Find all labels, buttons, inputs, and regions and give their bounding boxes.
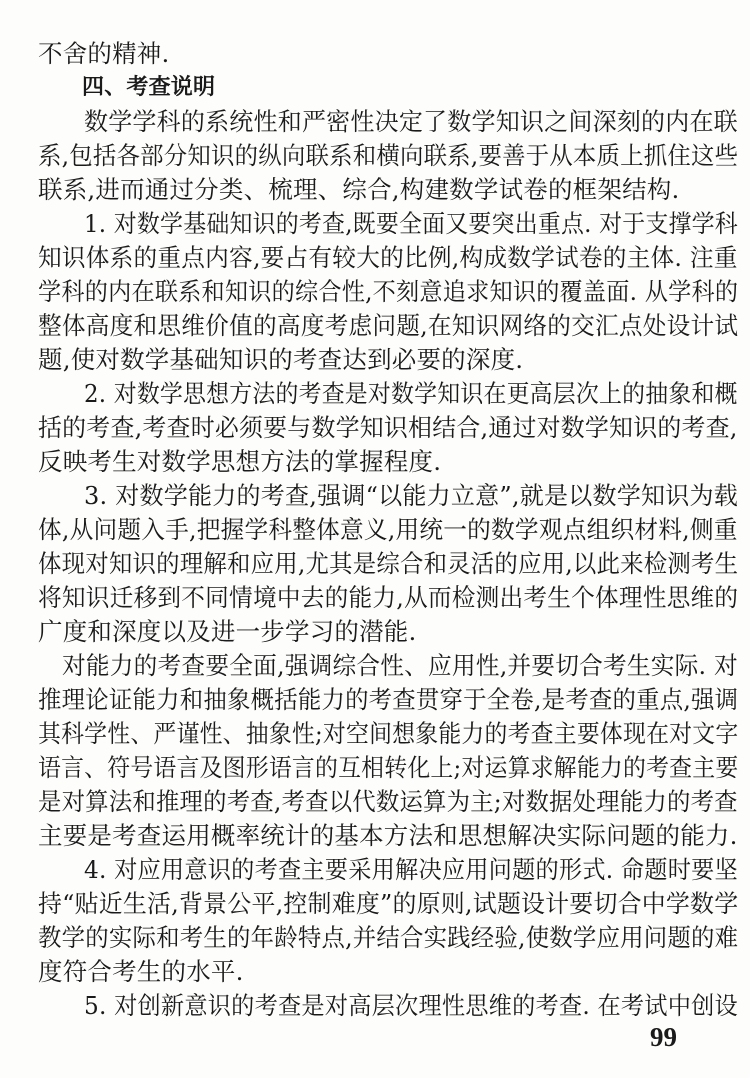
page-number: 99 — [650, 1022, 677, 1052]
text-line: 广度和深度以及进一步学习的潜能. — [38, 617, 417, 646]
text-line: 体现对知识的理解和应用,尤其是综合和灵活的应用,以此来检测考生 — [38, 549, 739, 578]
text-line: 反映考生对数学思想方法的掌握程度. — [38, 447, 442, 476]
text-line: 推理论证能力和抽象概括能力的考查贯穿于全卷,是考查的重点,强调 — [38, 685, 739, 714]
text-line: 对能力的考查要全面,强调综合性、应用性,并要切合考生实际. 对 — [62, 651, 738, 680]
text-line: 度符合考生的水平. — [38, 957, 244, 986]
text-line: 其科学性、严谨性、抽象性;对空间想象能力的考查主要体现在对文字 — [38, 719, 739, 748]
text-line: 持“贴近生活,背景公平,控制难度”的原则,试题设计要切合中学数学 — [38, 889, 739, 918]
text-line-continuation: 不舍的精神. — [38, 39, 170, 68]
text-line: 体,从问题入手,把握学科整体意义,用统一的数学观点组织材料,侧重 — [38, 515, 738, 544]
text-line: 3. 对数学能力的考查,强调“以能力立意”,就是以数学知识为载 — [84, 481, 739, 510]
text-line: 将知识迁移到不同情境中去的能力,从而检测出考生个体理性思维的 — [38, 583, 739, 612]
text-line: 系,包括各部分知识的纵向联系和横向联系,要善于从本质上抓住这些 — [38, 141, 739, 170]
text-line: 2. 对数学思想方法的考查是对数学知识在更高层次上的抽象和概 — [84, 379, 738, 408]
text-line: 整体高度和思维价值的高度考虑问题,在知识网络的交汇点处设计试 — [38, 311, 739, 340]
text-line: 语言、符号语言及图形语言的互相转化上;对运算求解能力的考查主要 — [38, 753, 739, 782]
text-line: 主要是考查运用概率统计的基本方法和思想解决实际问题的能力. — [38, 821, 738, 850]
text-line: 教学的实际和考生的年龄特点,并结合实践经验,使数学应用问题的难 — [38, 923, 739, 952]
text-line: 是对算法和推理的考查,考查以代数运算为主;对数据处理能力的考查 — [38, 787, 738, 816]
text-line: 4. 对应用意识的考查主要采用解决应用问题的形式. 命题时要坚 — [84, 855, 738, 884]
text-line: 数学学科的系统性和严密性决定了数学知识之间深刻的内在联 — [84, 107, 738, 136]
text-line: 联系,进而通过分类、梳理、综合,构建数学试卷的框架结构. — [38, 175, 680, 204]
text-line: 5. 对创新意识的考查是对高层次理性思维的考查. 在考试中创设 — [84, 991, 738, 1020]
text-line: 括的考查,考查时必须要与数学知识相结合,通过对数学知识的考查, — [38, 413, 738, 442]
text-line: 题,使对数学基础知识的考查达到必要的深度. — [38, 345, 524, 374]
text-line: 学科的内在联系和知识的综合性,不刻意追求知识的覆盖面. 从学科的 — [38, 277, 739, 306]
section-heading: 四、考查说明 — [82, 75, 216, 100]
text-line: 1. 对数学基础知识的考查,既要全面又要突出重点. 对于支撑学科 — [84, 209, 738, 238]
text-line: 知识体系的重点内容,要占有较大的比例,构成数学试卷的主体. 注重 — [38, 243, 738, 272]
